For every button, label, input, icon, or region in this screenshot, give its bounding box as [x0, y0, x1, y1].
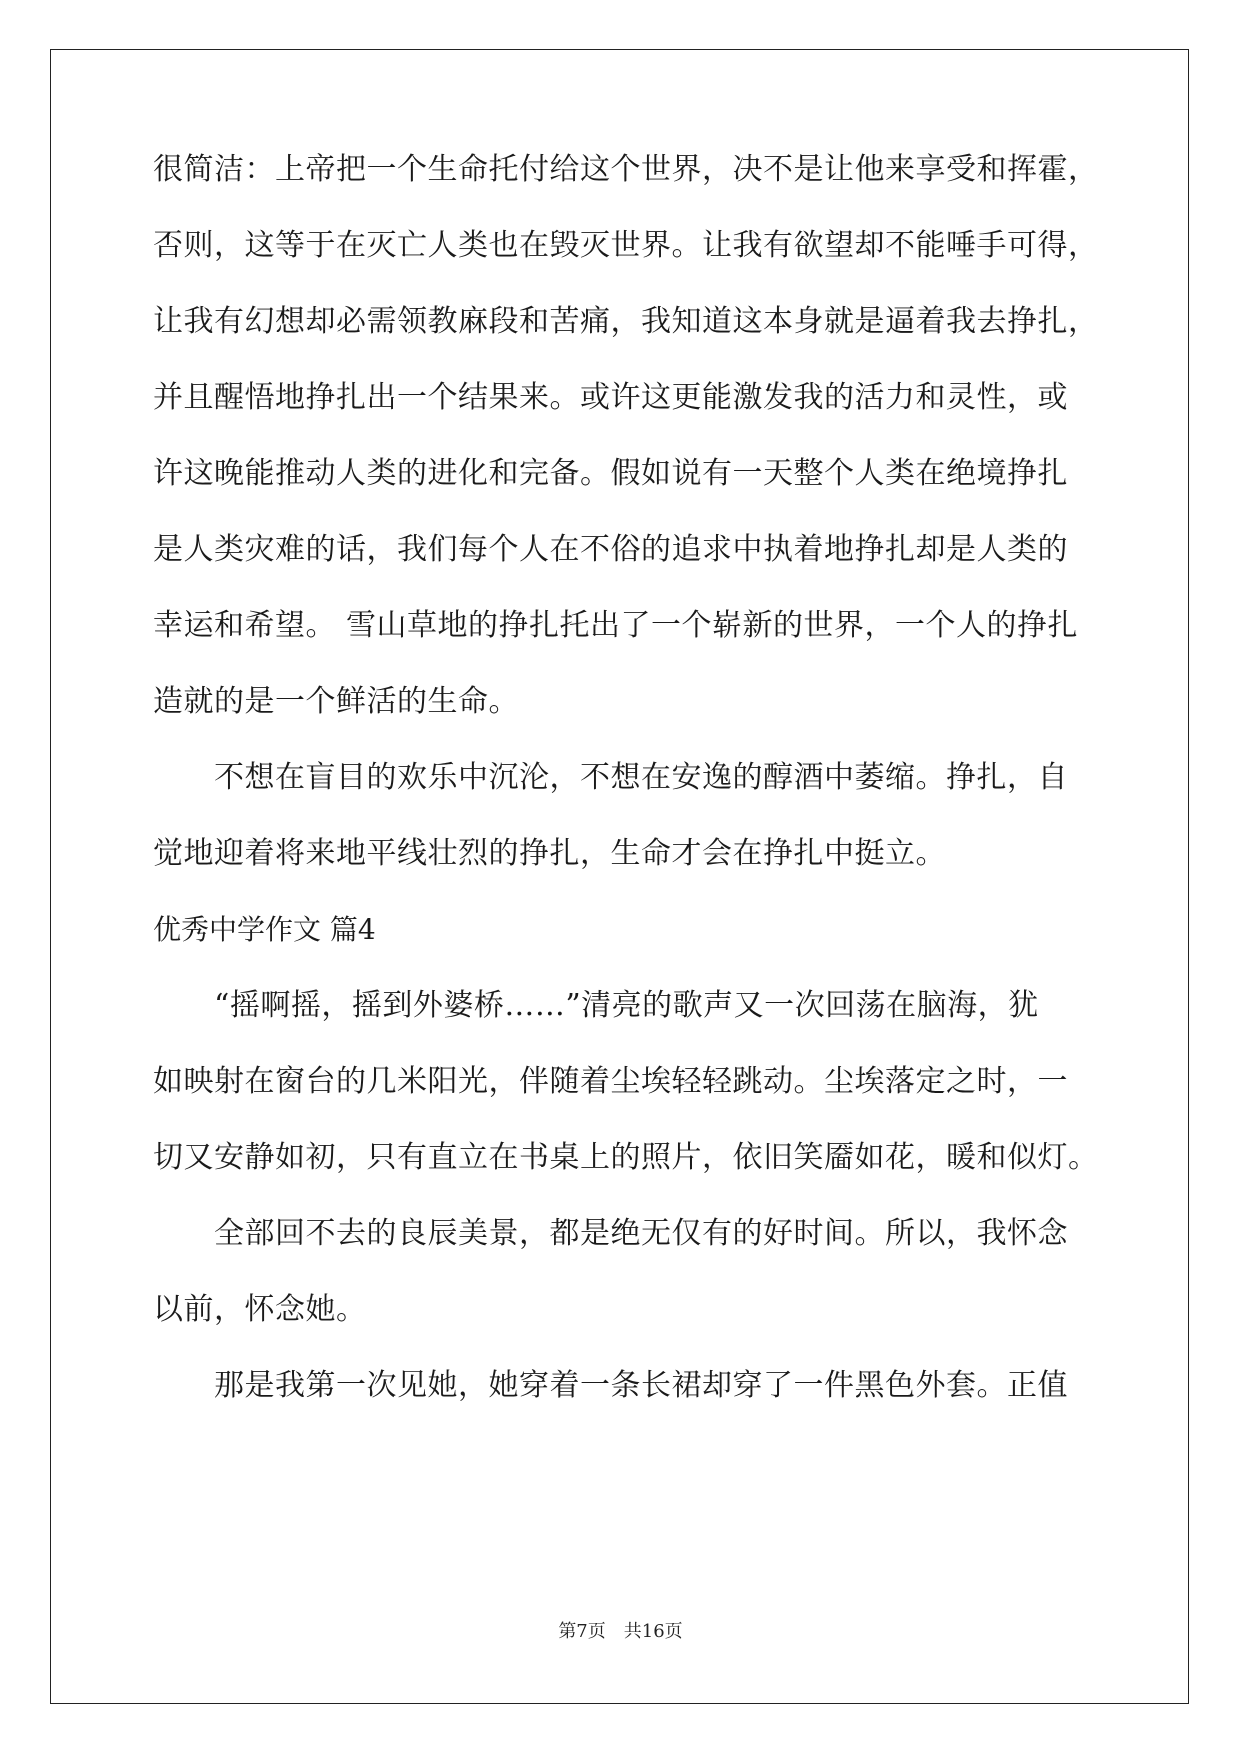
- paragraph-line-1: 很简洁：上帝把一个生命托付给这个世界，决不是让他来享受和挥霍，: [153, 152, 1099, 187]
- paragraph-line-15: 以前，怀念她。: [153, 1292, 367, 1327]
- paragraph-line-7: 幸运和希望。 雪山草地的挣扎托出了一个崭新的世界，一个人的挣扎: [153, 608, 1079, 643]
- paragraph-line-5: 许这晚能推动人类的进化和完备。假如说有一天整个人类在绝境挣扎: [153, 456, 1068, 491]
- paragraph-line-3: 让我有幻想却必需领教麻段和苦痛，我知道这本身就是逼着我去挣扎，: [153, 304, 1099, 339]
- paragraph-line-16: 那是我第一次见她，她穿着一条长裙却穿了一件黑色外套。正值: [214, 1368, 1068, 1403]
- paragraph-line-6: 是人类灾难的话，我们每个人在不俗的追求中执着地挣扎却是人类的: [153, 532, 1068, 567]
- page-border: [50, 49, 1189, 1704]
- paragraph-line-11: “摇啊摇，摇到外婆桥……”清亮的歌声又一次回荡在脑海，犹: [214, 988, 1039, 1023]
- paragraph-line-9: 不想在盲目的欢乐中沉沦，不想在安逸的醇酒中萎缩。挣扎，自: [214, 760, 1068, 795]
- paragraph-line-4: 并且醒悟地挣扎出一个结果来。或许这更能激发我的活力和灵性，或: [153, 380, 1068, 415]
- paragraph-line-12: 如映射在窗台的几米阳光，伴随着尘埃轻轻跳动。尘埃落定之时，一: [153, 1064, 1068, 1099]
- paragraph-line-14: 全部回不去的良辰美景，都是绝无仅有的好时间。所以，我怀念: [214, 1216, 1068, 1251]
- section-heading: 优秀中学作文 篇4: [153, 913, 376, 946]
- paragraph-line-10: 觉地迎着将来地平线壮烈的挣扎，生命才会在挣扎中挺立。: [153, 836, 946, 871]
- paragraph-line-13: 切又安静如初，只有直立在书桌上的照片，依旧笑靥如花，暖和似灯。: [153, 1140, 1099, 1175]
- paragraph-line-2: 否则，这等于在灭亡人类也在毁灭世界。让我有欲望却不能唾手可得，: [153, 228, 1099, 263]
- page-footer: 第7页 共16页: [558, 1621, 683, 1642]
- paragraph-line-8: 造就的是一个鲜活的生命。: [153, 684, 519, 719]
